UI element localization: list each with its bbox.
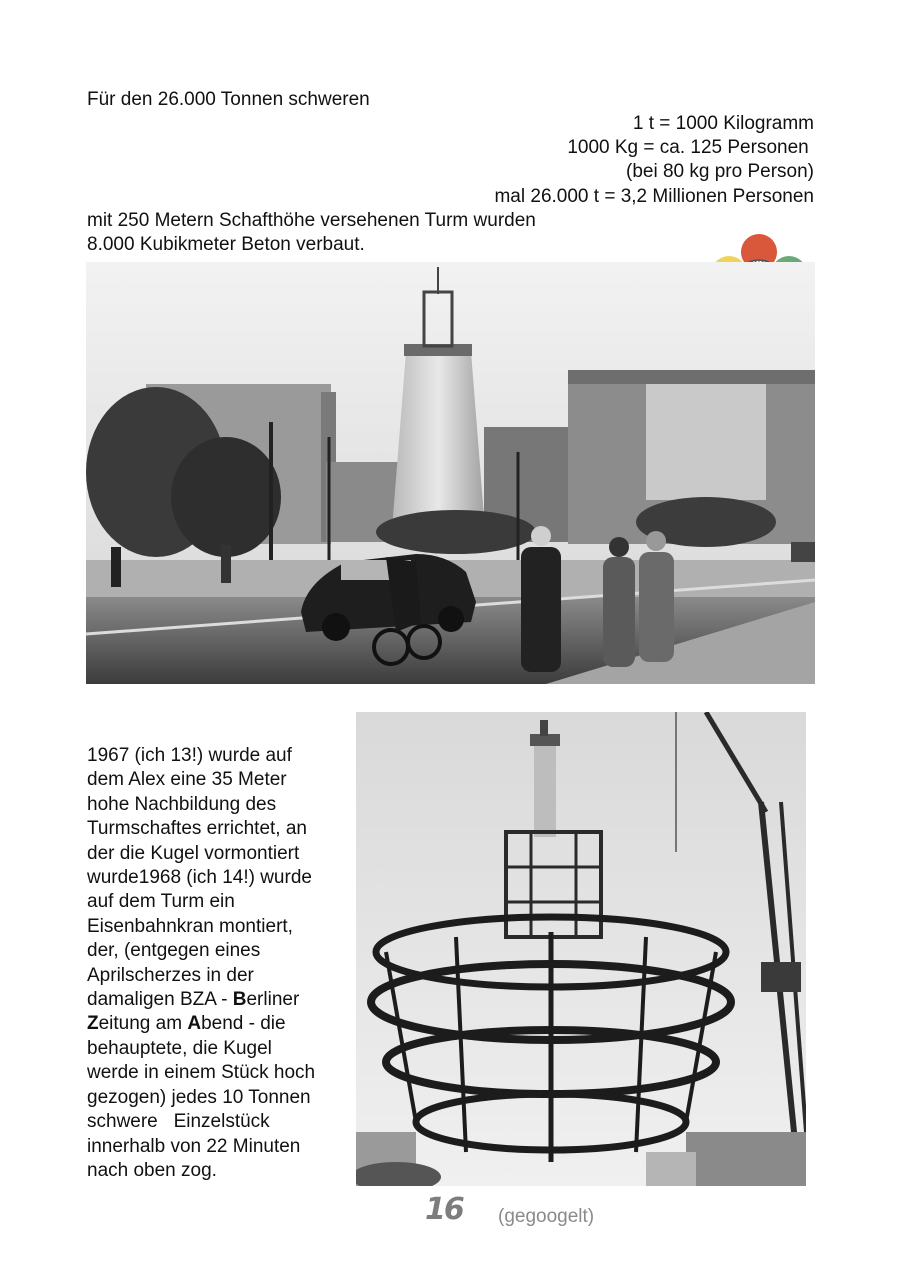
calc-line-3: (bei 80 kg pro Person) — [626, 161, 814, 182]
paragraph-line: innerhalb von 22 Minuten — [87, 1135, 301, 1157]
paragraph-line: Turmschaftes errichtet, an — [87, 818, 307, 840]
paragraph-line: werde in einem Stück hoch — [87, 1062, 316, 1084]
paragraph-line: auf dem Turm ein — [87, 891, 235, 913]
paragraph-line-zeitung — [87, 1012, 355, 1036]
footer-note: (gegoogelt) — [498, 1206, 595, 1227]
intro-line-2: mit 250 Metern Schafthöhe versehenen Turm wurden — [87, 210, 536, 231]
history-paragraph — [87, 744, 355, 1183]
bza-prefix: damaligen BZA - — [87, 989, 233, 1011]
intro-line-3: 8.000 Kubikmeter Beton verbaut. — [87, 234, 365, 255]
calc-line-1: 1 t = 1000 Kilogramm — [632, 113, 814, 134]
bold-letter-a: A — [187, 1013, 202, 1035]
paragraph-line: schwere Einzelstück — [87, 1111, 270, 1133]
calc-line-4: mal 26.000 t = 3,2 Millionen Personen — [494, 186, 814, 207]
berliner-rest: erliner — [246, 989, 300, 1011]
street-photo — [86, 262, 815, 684]
intro-line-1: Für den 26.000 Tonnen schweren — [87, 89, 370, 110]
paragraph-line: der die Kugel vormontiert — [87, 842, 300, 864]
paragraph-line: der, (entgegen eines — [87, 940, 261, 962]
paragraph-line: behauptete, die Kugel — [87, 1037, 272, 1059]
page-number: 16 — [425, 1192, 463, 1227]
paragraph-line: wurde1968 (ich 14!) wurde — [87, 867, 312, 889]
bold-letter-z: Z — [87, 1013, 99, 1035]
bold-letter-b: B — [232, 989, 247, 1011]
paragraph-line: dem Alex eine 35 Meter — [87, 769, 287, 791]
paragraph-line: hohe Nachbildung des — [87, 793, 277, 815]
paragraph-line: Eisenbahnkran montiert, — [87, 915, 293, 937]
calc-line-2: 1000 Kg = ca. 125 Personen — [567, 137, 814, 158]
paragraph-line: 1967 (ich 13!) wurde auf — [87, 745, 292, 766]
abend-rest: bend - die — [201, 1013, 286, 1035]
zeitung-rest: eitung am — [98, 1013, 188, 1035]
sphere-construction-photo — [356, 712, 806, 1186]
paragraph-line: nach oben zog. — [87, 1159, 217, 1181]
paragraph-line-bza — [87, 988, 355, 1012]
paragraph-line: gezogen) jedes 10 Tonnen — [87, 1086, 311, 1108]
paragraph-line: Aprilscherzes in der — [87, 964, 254, 986]
